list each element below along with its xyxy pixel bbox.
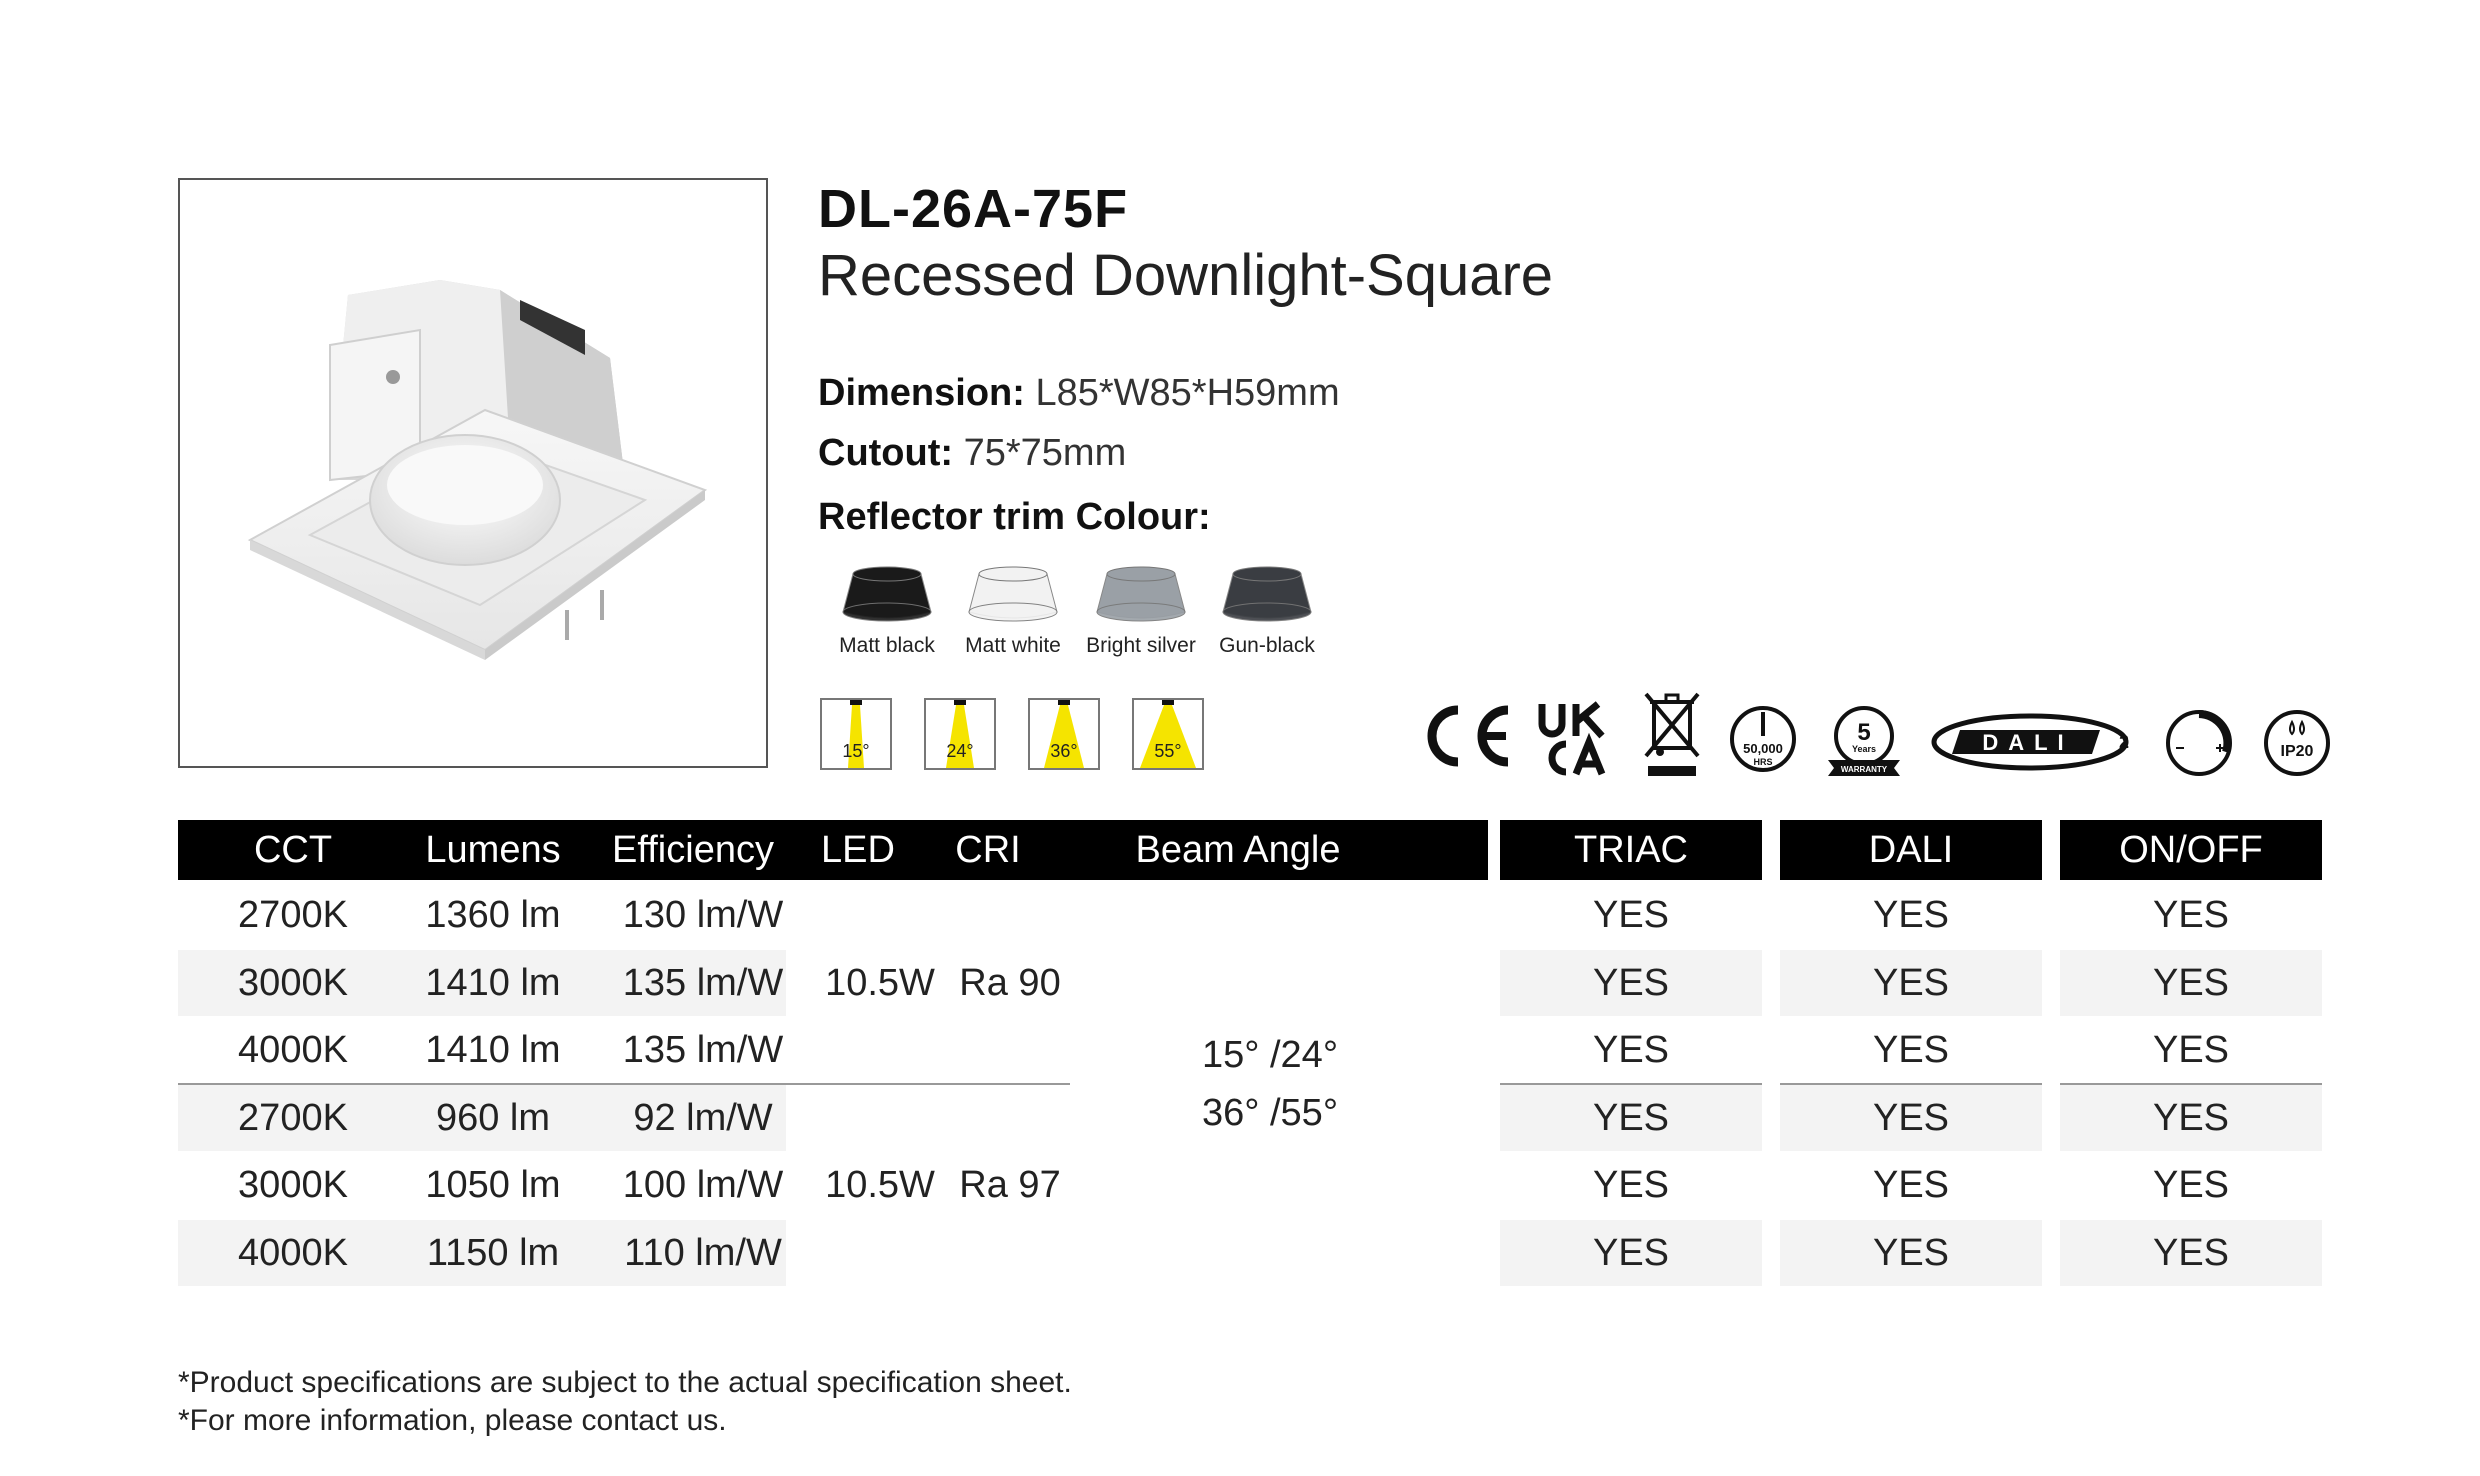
beam-angle-value: 36° (1050, 741, 1078, 761)
reflector-swatch (822, 560, 952, 658)
lifetime-50000-hrs-icon (1728, 704, 1798, 774)
triac-cell: YES (1592, 1164, 1670, 1206)
reflector-swatch-label: Matt black (839, 634, 935, 657)
ce-mark-icon (1416, 700, 1516, 772)
header-lumens: Lumens (425, 829, 561, 871)
beam-angle-line-1: 15° /24° (1201, 1034, 1339, 1076)
lumens-cell: 1150 lm (426, 1232, 560, 1274)
model-number: DL-26A-75F (818, 179, 1129, 239)
lumens-cell: 1410 lm (425, 1029, 561, 1071)
warranty-years-number: 5 (1857, 719, 1871, 746)
onoff-cell: YES (2152, 894, 2230, 936)
lifetime-hours-text: 50,000 (1743, 741, 1783, 756)
table-header-main (178, 820, 1488, 880)
reflector-swatch-label: Gun-black (1219, 634, 1315, 657)
efficiency-cell: 130 lm/W (622, 894, 784, 936)
cri-group-2: Ra 97 (959, 1164, 1061, 1206)
warranty-years-unit: Years (1851, 744, 1877, 754)
weee-bin-icon (1640, 690, 1704, 780)
reflector-colour-label: Reflector trim Colour: (818, 496, 1211, 538)
efficiency-cell: 92 lm/W (633, 1097, 773, 1139)
cutout-value: 75*75mm (963, 432, 1127, 474)
efficiency-cell: 100 lm/W (622, 1164, 784, 1206)
efficiency-cell: 135 lm/W (622, 1029, 784, 1071)
beam-angle-line-2: 36° /55° (1201, 1092, 1339, 1134)
note-spec-sheet: *Product specifications are subject to the actual specification sheet. (178, 1366, 1072, 1399)
downlight-illustration (180, 180, 766, 766)
triac-cell: YES (1592, 962, 1670, 1004)
dimension-spec (818, 372, 1340, 415)
dimension-label: Dimension: (818, 372, 1025, 414)
header-efficiency: Efficiency (612, 829, 774, 871)
efficiency-cell: 135 lm/W (622, 962, 784, 1004)
table-header-dali (1780, 820, 2042, 880)
beam-angle-option (1132, 698, 1204, 770)
reflector-trim-icon (965, 560, 1061, 624)
product-name: Recessed Downlight-Square (818, 243, 1554, 308)
cri-group-1: Ra 90 (959, 962, 1061, 1004)
dali-cell: YES (1872, 962, 1950, 1004)
beam-angle-value: 24° (946, 741, 974, 761)
warranty-5-years-icon (1826, 704, 1902, 780)
ukca-mark-icon (1536, 700, 1612, 776)
onoff-cell: YES (2152, 962, 2230, 1004)
header-cri: CRI (955, 829, 1021, 871)
cutout-spec (818, 432, 1126, 475)
triac-cell: YES (1592, 1029, 1670, 1071)
dimension-value: L85*W85*H59mm (1035, 372, 1340, 414)
beam-angle-value: 15° (842, 741, 870, 761)
note-contact: *For more information, please contact us. (178, 1404, 727, 1437)
cutout-label: Cutout: (818, 432, 954, 474)
dali-cell: YES (1872, 1164, 1950, 1206)
dali-2-icon (1930, 712, 2136, 772)
header-triac: TRIAC (1574, 829, 1688, 871)
lumens-cell: 960 lm (435, 1097, 551, 1139)
reflector-swatch (1202, 560, 1332, 658)
header-cct: CCT (253, 829, 333, 871)
cct-cell: 4000K (238, 1232, 348, 1274)
dali-version: 2 (2118, 732, 2130, 752)
reflector-swatch-label: Bright silver (1086, 634, 1196, 657)
dali-cell: YES (1872, 1232, 1950, 1274)
dimmable-icon (2164, 708, 2234, 778)
ip20-icon (2262, 708, 2332, 778)
triac-cell: YES (1592, 1097, 1670, 1139)
cct-cell: 3000K (238, 1164, 348, 1206)
dali-cell: YES (1872, 894, 1950, 936)
table-header-triac (1500, 820, 1762, 880)
onoff-cell: YES (2152, 1029, 2230, 1071)
beam-angle-option (820, 698, 892, 770)
led-group-2: 10.5W (825, 1164, 935, 1206)
cct-cell: 4000K (238, 1029, 348, 1071)
triac-cell: YES (1592, 1232, 1670, 1274)
header-onoff: ON/OFF (2119, 829, 2263, 871)
header-led: LED (821, 829, 895, 871)
reflector-trim-icon (1219, 560, 1315, 624)
cct-cell: 2700K (238, 894, 348, 936)
dali-cell: YES (1872, 1097, 1950, 1139)
beam-angle-value: 55° (1154, 741, 1182, 761)
ip-rating-text: IP20 (2280, 743, 2314, 760)
reflector-trim-icon (839, 560, 935, 624)
lumens-cell: 1410 lm (425, 962, 561, 1004)
reflector-swatch-label: Matt white (965, 634, 1061, 657)
beam-angle-option (924, 698, 996, 770)
lumens-cell: 1360 lm (425, 894, 561, 936)
reflector-swatch (1076, 560, 1206, 658)
warranty-ribbon-text: WARRANTY (1840, 765, 1888, 774)
efficiency-cell: 110 lm/W (624, 1232, 782, 1274)
onoff-cell: YES (2152, 1097, 2230, 1139)
product-image (178, 178, 768, 768)
lifetime-hours-unit: HRS (1753, 757, 1773, 767)
onoff-cell: YES (2152, 1232, 2230, 1274)
cct-cell: 3000K (238, 962, 348, 1004)
dali-cell: YES (1872, 1029, 1950, 1071)
triac-cell: YES (1592, 894, 1670, 936)
table-header-onoff (2060, 820, 2322, 880)
onoff-cell: YES (2152, 1164, 2230, 1206)
lumens-cell: 1050 lm (425, 1164, 561, 1206)
beam-angle-option (1028, 698, 1100, 770)
cct-cell: 2700K (238, 1097, 348, 1139)
reflector-swatch (948, 560, 1078, 658)
reflector-trim-icon (1093, 560, 1189, 624)
header-beam-angle: Beam Angle (1135, 829, 1341, 871)
led-group-1: 10.5W (825, 962, 935, 1004)
dali-text: DALI (1982, 730, 2074, 755)
header-dali: DALI (1868, 829, 1954, 871)
